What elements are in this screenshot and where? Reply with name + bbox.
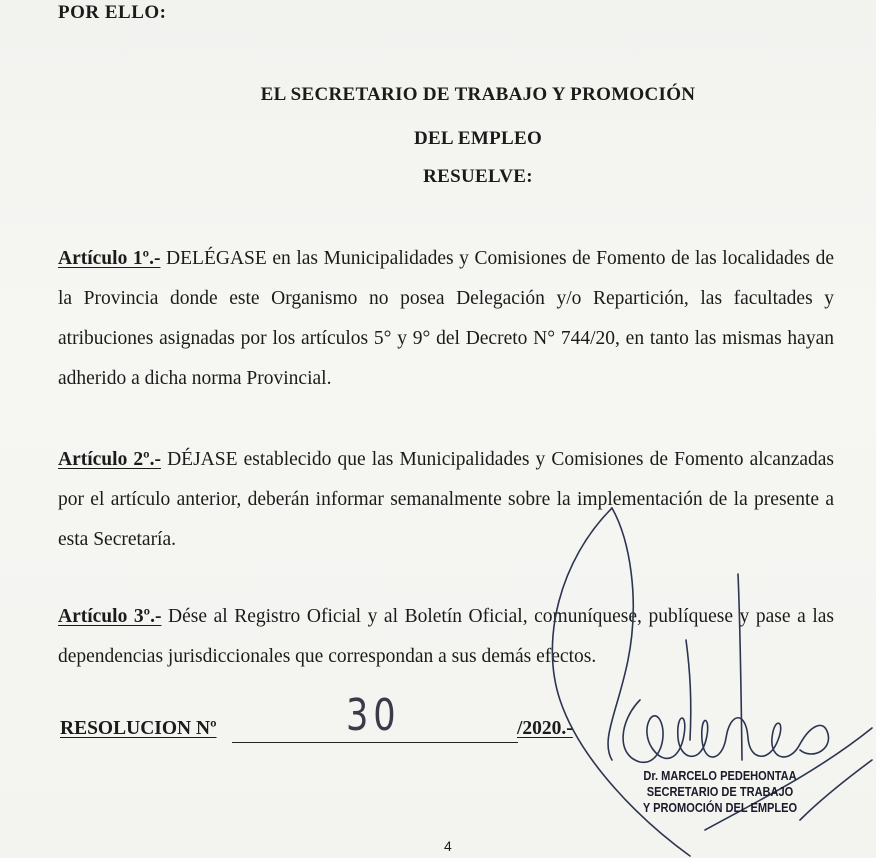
article-3-text: Dése al Registro Oficial y al Boletín Oficial, comuníquese, publíquese y pase a las dependencias jurisdiccionales que correspondan a sus demás efectos. (58, 606, 834, 667)
article-1 (58, 239, 834, 399)
stamp-name: Dr. MARCELO PEDEHONTAA (643, 768, 797, 783)
page-number: 4 (444, 838, 452, 854)
article-3-label: Artículo 3º.- (58, 606, 162, 627)
article-1-text: DELÉGASE en las Municipalidades y Comisiones de Fomento de las localidades de la Provincia donde este Organismo no posea Delegación y/o Repartición, las facultades y atribuciones asignadas por los artículos 5° y 9° del Decreto N° 744/20, en tanto las mismas hayan adherido a dicha norma Provincial. (58, 248, 835, 389)
article-2-label: Artículo 2º.- (58, 449, 161, 470)
article-3 (58, 597, 834, 677)
resolution-number-handwritten: 30 (346, 690, 401, 741)
article-1-label: Artículo 1º.- (58, 248, 161, 269)
resolution-label: RESOLUCION Nº (60, 718, 217, 739)
stamp-title-2: Y PROMOCIÓN DEL EMPLEO (642, 800, 798, 815)
heading-resuelve: RESUELVE: (423, 166, 533, 187)
article-2 (58, 440, 834, 560)
intro-text: POR ELLO: (58, 2, 167, 23)
heading-line-2: DEL EMPLEO (413, 128, 543, 149)
article-2-text: DÉJASE establecido que las Municipalidades y Comisiones de Fomento alcanzadas por el artículo anterior, deberán informar semanalmente sobre la implementación de la presente a esta Secretaría. (58, 449, 835, 550)
stamp-title-1: SECRETARIO DE TRABAJO (646, 784, 794, 799)
resolution-blank-line (232, 742, 518, 743)
resolution-year: /2020.- (517, 718, 573, 739)
signature-stamp (627, 768, 814, 816)
heading-line-1: EL SECRETARIO DE TRABAJO Y PROMOCIÓN (260, 84, 696, 105)
